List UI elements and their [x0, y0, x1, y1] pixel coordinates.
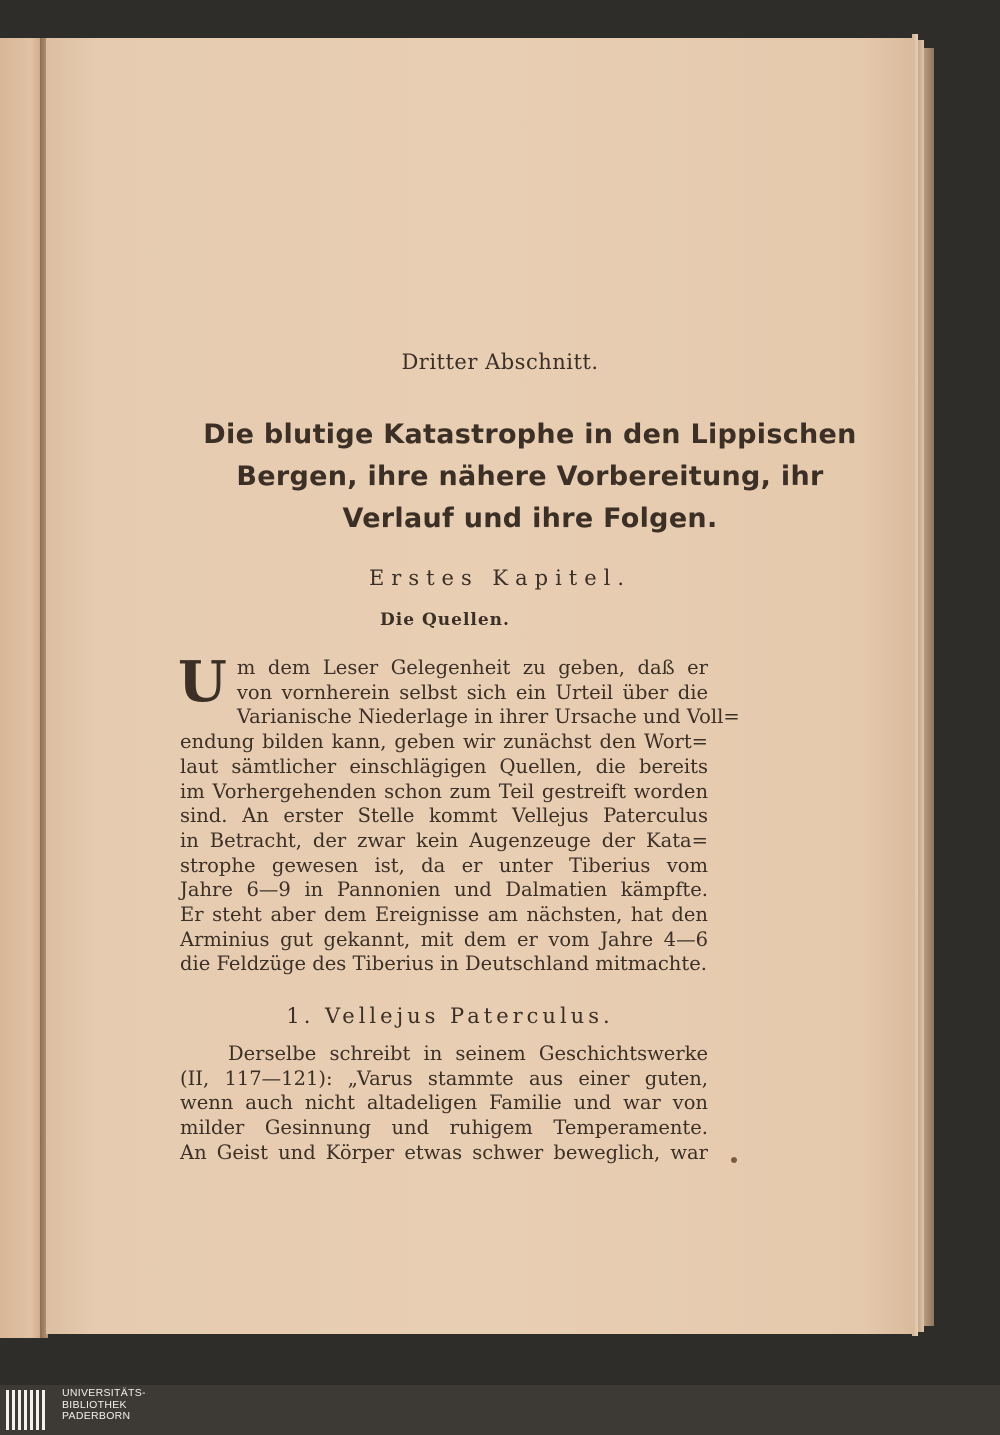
text-line: Varianische Niederlage in ihrer Ursache und Voll= — [236, 705, 740, 729]
subsection-heading: 1. Vellejus Paterculus. — [286, 1004, 614, 1028]
text-line: endung bilden kann, geben wir zunächst den Wort= — [180, 730, 708, 754]
page-stack-edge — [924, 48, 934, 1326]
logo-line: BIBLIOTHEK — [62, 1398, 127, 1411]
body-paragraph — [180, 1042, 708, 1166]
text-line: strophe gewesen ist, da er unter Tiberius vom — [180, 853, 708, 877]
text-line: Arminius gut gekannt, mit dem er vom Jahre 4—6 — [180, 927, 708, 951]
footer-bar — [0, 1385, 1000, 1435]
text-line: milder Gesinnung und ruhigem Temperamente. — [180, 1116, 708, 1140]
body-paragraph — [178, 649, 740, 977]
text-line: (II, 117—121): „Varus stammte aus einer guten, — [180, 1066, 708, 1090]
text-line: laut sämtlicher einschlägigen Quellen, die bereits — [180, 754, 708, 778]
text-line: Derselbe schreibt in seinem Geschichtswerke — [228, 1042, 708, 1065]
text-line: Er steht aber dem Ereignisse am nächsten, hat den — [180, 903, 708, 927]
title-line: Die blutige Katastrophe in den Lippischen — [203, 419, 857, 450]
ink-spot — [731, 1157, 737, 1163]
library-logo-text — [62, 1388, 146, 1423]
drop-cap: U — [178, 649, 227, 715]
chapter-subtitle: Die Quellen. — [380, 610, 510, 630]
logo-line: UNIVERSITÄTS- — [62, 1387, 146, 1399]
text-line: m dem Leser Gelegenheit zu geben, daß er — [236, 656, 708, 679]
text-line: Jahre 6—9 in Pannonien und Dalmatien kämpfte. — [180, 878, 708, 902]
text-line: von vornherein selbst sich ein Urteil über die — [236, 680, 708, 704]
text-line: im Vorhergehenden schon zum Teil gestreift worden — [180, 779, 708, 803]
section-heading: Dritter Abschnitt. — [401, 350, 599, 374]
text-line: wenn auch nicht altadeligen Familie und war von — [180, 1091, 708, 1115]
title-line: Verlauf und ihre Folgen. — [342, 503, 718, 534]
logo-line: PADERBORN — [62, 1410, 131, 1422]
text-line: die Feldzüge des Tiberius in Deutschland mitmachte. — [180, 952, 707, 976]
text-line: An Geist und Körper etwas schwer beweglich, war — [180, 1140, 708, 1164]
chapter-heading: Erstes Kapitel. — [368, 566, 632, 590]
facing-page-edge — [0, 38, 44, 1338]
text-line: sind. An erster Stelle kommt Vellejus Paterculus — [180, 804, 708, 828]
title-line: Bergen, ihre nähere Vorbereitung, ihr — [236, 461, 824, 492]
page-title — [150, 414, 910, 540]
text-line: in Betracht, der zwar kein Augenzeuge der Kata= — [180, 828, 708, 852]
library-logo-icon — [6, 1390, 46, 1430]
